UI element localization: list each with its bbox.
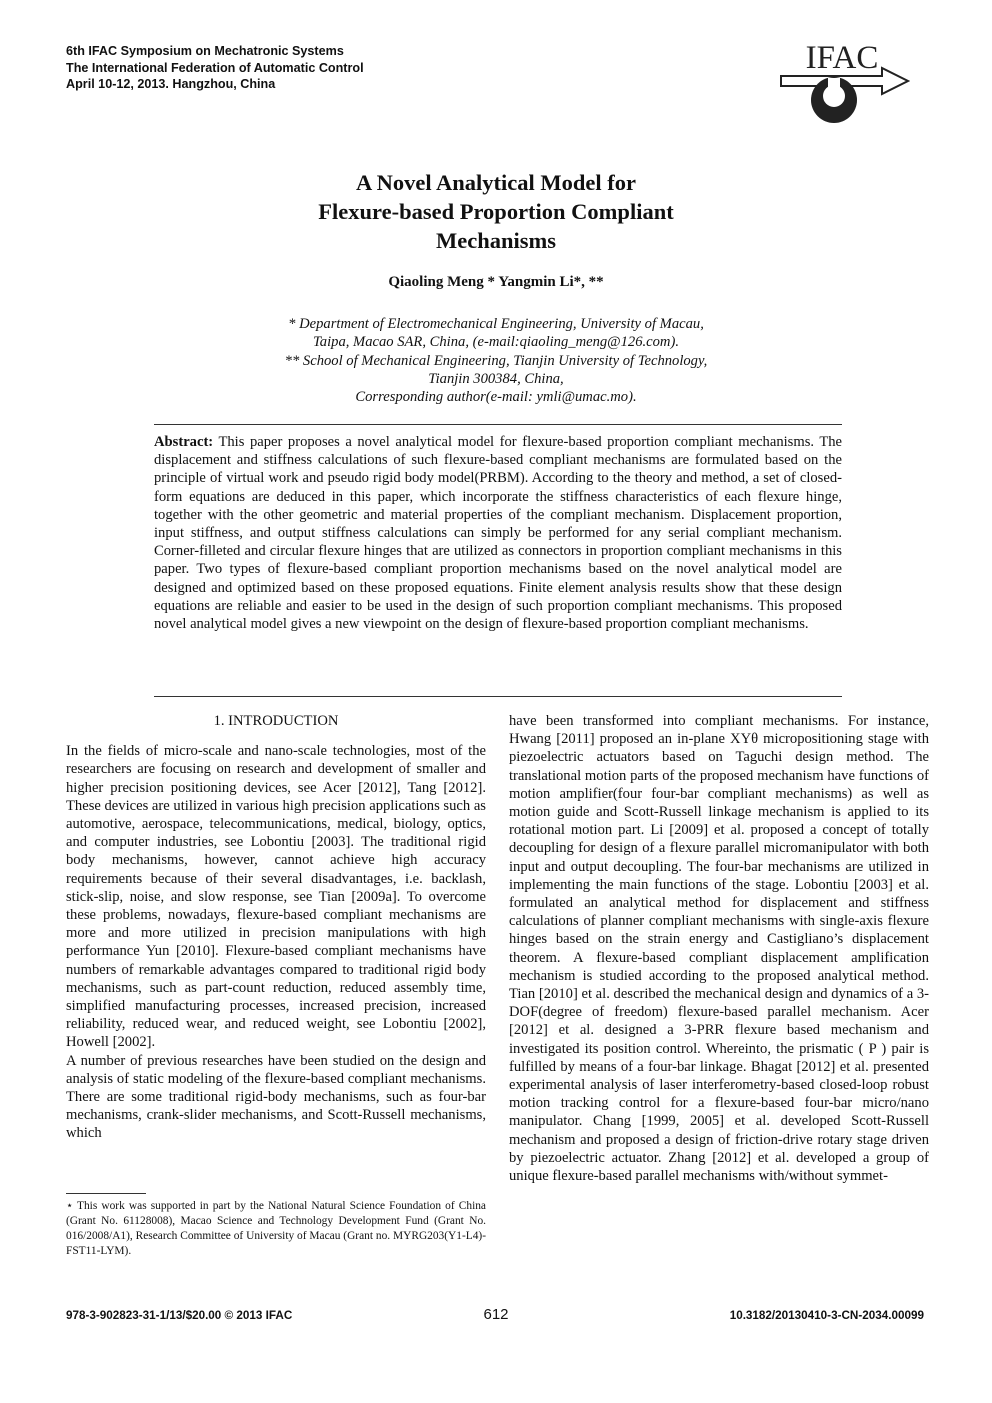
footer-isbn: 978-3-902823-31-1/13/$20.00 © 2013 IFAC [66, 1309, 293, 1322]
left-column [66, 712, 486, 1143]
header-line-3: April 10-12, 2013. Hangzhou, China [66, 77, 276, 91]
abstract-top-rule [154, 424, 842, 425]
abstract-bottom-rule [154, 696, 842, 697]
intro-paragraph-1: In the fields of micro-scale and nano-scale technologies, most of the researchers are focusing on research and development of smaller and higher precision positioning devices, see Acer [2012], Tang [2012]. These devices are utilized in various high precision applications such as automotive, aerospace, telecommunications, medical, biology, optics, and computer industries, see Lobontiu [2003]. The traditional rigid body mechanisms, however, cannot achieve high accuracy requirements because of their several disadvantages, i.e. backlash, stick-slip, noise, and slow response, see Tian [2009a]. To overcome these problems, nowadays, flexure-based compliant mechanisms are more and more utilized in precision manipulations with high performance Yun [2010]. Flexure-based compliant mechanisms have numbers of remarkable advantages compared to traditional rigid body mechanisms, such as part-count reduction, reduced assembly time, simplified manufacturing processes, increased precision, increased reliability, reduced wear, and reduced weight, see Lobontiu [2002], Howell [2002]. [66, 743, 486, 1051]
paper-title [196, 168, 796, 255]
title-line-1: A Novel Analytical Model for [356, 170, 636, 195]
header-line-2: The International Federation of Automatic Control [66, 60, 364, 75]
abstract-text: This paper proposes a novel analytical model for flexure-based proportion compliant mechanisms. The displacement and stiffness calculations of such flexure-based compliant mechanisms are formulated based on the principle of virtual work and pseudo rigid body model(PRBM). According to the theory and method, a set of closed-form equations are deduced in this paper, which incorporate the stiffness characteristics of each flexure hinge, together with the other geometric and material properties of the compliant mechanism. Displacement proportion, input stiffness, and output stiffness calculations can simply be performed for any serial compliant mechanism. Corner-filleted and circular flexure hinges that are utilized as connectors in proportion compliant mechanisms in this paper. Two types of flexure-based compliant proportion mechanisms based on the novel analytical model are designed and optimized based on these proposed equations. Finite element analysis results show that these design equations are reliable and easier to be used in the design of such proportion compliant mechanisms. This proposed novel analytical model gives a new viewpoint on the design of flexure-based proportion compliant mechanisms. [154, 434, 843, 633]
section-heading-introduction: 1. INTRODUCTION [213, 713, 339, 729]
conference-header [66, 43, 364, 93]
footnote-rule [66, 1193, 146, 1194]
authors: Qiaoling Meng * Yangmin Li*, ** [388, 274, 604, 290]
header-line-1: 6th IFAC Symposium on Mechatronic Systems [66, 44, 344, 58]
logo-ring-hole [823, 85, 845, 107]
funding-footnote: ⋆ This work was supported in part by the National Natural Science Foundation of China (Grant No. 61128008), Macao Science and Technology Development Fund (Grant No. 016/2008/A1), Research Committee of University of Macau (Grant no. MYRG203(Y1-L4)-FST11-LYM). [66, 1200, 486, 1257]
intro-paragraph-2: A number of previous researches have been studied on the design and analysis of static modeling of the flexure-based compliant mechanisms. There are some traditional rigid-body mechanisms, such as four-bar mechanisms, crank-slider mechanisms, and Scott-Russell mechanisms, which [66, 1052, 486, 1142]
affiliation-line-3: ** School of Mechanical Engineering, Tianjin University of Technology, [284, 352, 708, 369]
title-line-3: Mechanisms [436, 228, 556, 253]
footer-doi: 10.3182/20130410-3-CN-2034.00099 [729, 1309, 924, 1322]
right-column [509, 712, 929, 1185]
affiliation-line-1: * Department of Electromechanical Engineering, University of Macau, [288, 316, 704, 332]
affiliation-line-5: Corresponding author(e-mail: ymli@umac.mo). [355, 389, 637, 406]
abstract [154, 433, 842, 633]
title-line-2: Flexure-based Proportion Compliant [318, 199, 674, 224]
intro-right-column-text: have been transformed into compliant mechanisms. For instance, Hwang [2011] proposed an in-plane XYθ micropositioning stage with piezoelectric actuators based on Taguchi design method. The translational motion parts of the proposed mechanism have functions of motion amplifier(four four-bar compliant mechanisms) as well as motion guide and Scott-Russell linkage mechanism is applied to its rotational motion part. Li [2009] et al. proposed a concept of totally decoupling for design of a flexure parallel micromanipulator with both input and output decoupling. The four-bar mechanisms are utilized in implementing the main functions of the stage. Lobontiu [2003] et al. formulated an analytical method for displacement and stiffness calculations of planner compliant mechanisms with single-axis flexure hinges based on the strain energy and Castigliano’s displacement theorem. A flexure-based compliant displacement amplification mechanism is studied according to the proposed analytical method. Tian [2010] et al. described the mechanical design and dynamics of a 3-DOF(degree of freedom) flexure-based parallel mechanism. Acer [2012] et al. designed a 3-PRR flexure based mechanism and investigated its position control. Whereinto, the prismatic ( P ) pair is fulfilled by means of a four-bar linkage. Bhagat [2012] et al. presented experimental analysis of laser interferometry-based closed-loop robust motion tracking control for a flexure-based four-bar micro/nano manipulator. Chang [1999, 2005] et al. developed Scott-Russell mechanism and proposed a design of friction-drive rotary stage driven by piezoelectric actuator. Zhang [2012] et al. developed a group of unique flexure-based parallel mechanisms with/without symmet- [509, 713, 929, 1185]
logo-ring-gap [828, 78, 840, 88]
affiliation-line-4: Tianjin 300384, China, [428, 370, 564, 387]
page-number: 612 [483, 1306, 509, 1323]
affiliation-line-2: Taipa, Macao SAR, China, (e-mail:qiaoling_meng@126.com). [313, 334, 679, 351]
ifac-logo [778, 38, 910, 128]
affiliations [196, 315, 796, 406]
ifac-logo-text: IFAC [805, 40, 879, 76]
abstract-label: Abstract: [154, 434, 214, 450]
